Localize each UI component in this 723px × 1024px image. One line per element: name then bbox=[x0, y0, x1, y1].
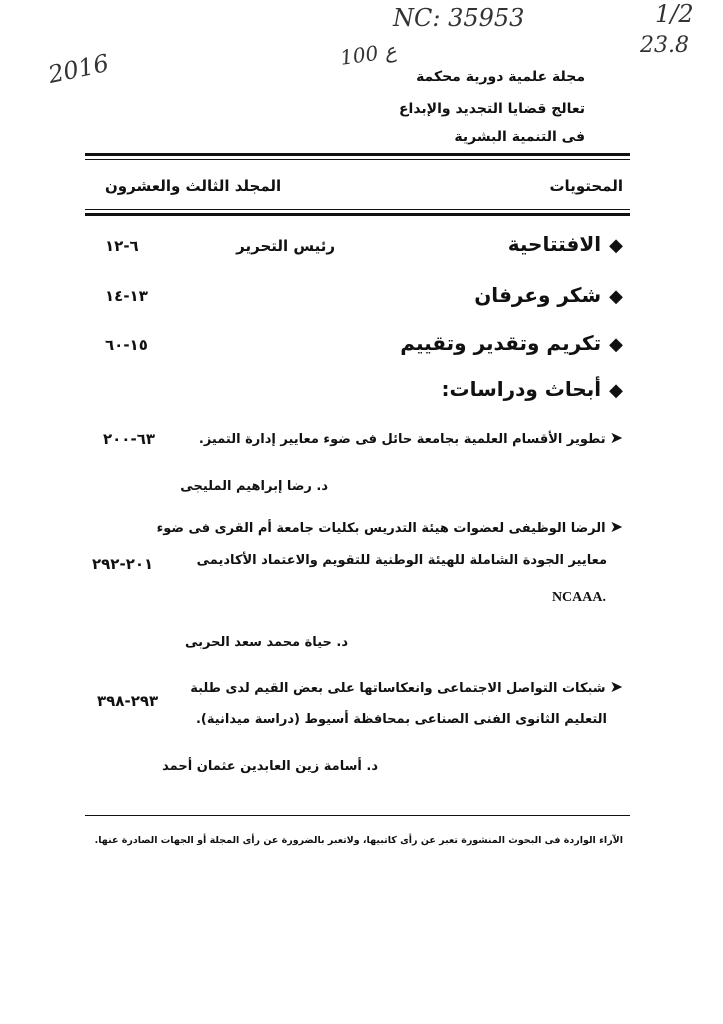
diamond-bullet-icon: ◆ bbox=[609, 235, 623, 256]
article-3-author: د. أسامة زين العابدين عثمان أحمد bbox=[162, 759, 378, 774]
article-1-author: د. رضا إبراهيم المليجى bbox=[180, 479, 328, 494]
section-thanks-pages: ١٣-١٤ bbox=[105, 287, 148, 305]
article-1-title: ➤تطوير الأقسام العلمية بجامعة حائل فى ضوء معايير إدارة التميز. bbox=[198, 428, 623, 447]
diamond-bullet-icon: ◆ bbox=[609, 380, 623, 401]
mid-rule-thick bbox=[85, 213, 630, 216]
journal-line-3: فى التنمية البشرية bbox=[454, 129, 585, 145]
footer-rule bbox=[85, 815, 630, 816]
top-rule-thin bbox=[85, 159, 630, 160]
article-1-pages: ٦٣-٢٠٠ bbox=[103, 430, 156, 448]
arrow-bullet-icon: ➤ bbox=[609, 428, 623, 447]
handwritten-date: 23.8 bbox=[640, 33, 689, 58]
volume-heading: المجلد الثالث والعشرون bbox=[105, 177, 282, 195]
mid-rule-thin bbox=[85, 209, 630, 210]
arrow-bullet-icon: ➤ bbox=[609, 677, 623, 696]
handwritten-fraction: 1/2 bbox=[655, 0, 694, 28]
journal-line-2: تعالج قضايا التجديد والإبداع bbox=[398, 101, 585, 117]
section-thanks: ◆شكر وعرفان bbox=[474, 283, 623, 307]
footer-note: الآراء الواردة فى البحوث المنشورة تعبر عن رأى كاتبيها، ولاتعبر بالضرورة عن رأى المجلة أو الجهات الصادرة عنها. bbox=[94, 835, 623, 846]
handwritten-number: 100 ع bbox=[338, 38, 398, 70]
contents-heading: المحتويات bbox=[549, 177, 623, 195]
article-3-title-line-2: التعليم الثانوى الفنى الصناعى بمحافظة أسيوط (دراسة ميدانية). bbox=[195, 712, 607, 727]
handwritten-nc: NC: 35953 bbox=[393, 4, 525, 32]
article-2-author: د. حياة محمد سعد الحربى bbox=[184, 635, 348, 650]
top-rule-thick bbox=[85, 153, 630, 156]
section-honoring-pages: ١٥-٦٠ bbox=[105, 336, 148, 354]
article-2-title-line-1: ➤الرضا الوظيفى لعضوات هيئة التدريس بكليات جامعة أم القرى فى ضوء bbox=[156, 517, 623, 536]
diamond-bullet-icon: ◆ bbox=[609, 334, 623, 355]
journal-line-1: مجلة علمية دورية محكمة bbox=[416, 69, 585, 85]
article-2-title-line-2: معايير الجودة الشاملة للهيئة الوطنية للتقويم والاعتماد الأكاديمى bbox=[196, 553, 607, 568]
article-2-title-line-3: NCAAA. bbox=[551, 590, 606, 605]
section-editorial-pages: ٦-١٢ bbox=[105, 237, 139, 255]
article-2-pages: ٢٠١-٢٩٢ bbox=[92, 555, 154, 573]
article-3-pages: ٢٩٣-٣٩٨ bbox=[97, 692, 159, 710]
arrow-bullet-icon: ➤ bbox=[609, 517, 623, 536]
section-editorial-author: رئيس التحرير bbox=[236, 237, 335, 255]
section-editorial: ◆الافتتاحية bbox=[507, 232, 623, 256]
diamond-bullet-icon: ◆ bbox=[609, 286, 623, 307]
article-3-title-line-1: ➤شبكات التواصل الاجتماعى وانعكاساتها على بعض القيم لدى طلبة bbox=[190, 677, 623, 696]
handwritten-year: 2016 bbox=[45, 48, 112, 90]
section-honoring: ◆تكريم وتقدير وتقييم bbox=[400, 331, 623, 355]
section-research: ◆أبحاث ودراسات: bbox=[441, 377, 623, 401]
